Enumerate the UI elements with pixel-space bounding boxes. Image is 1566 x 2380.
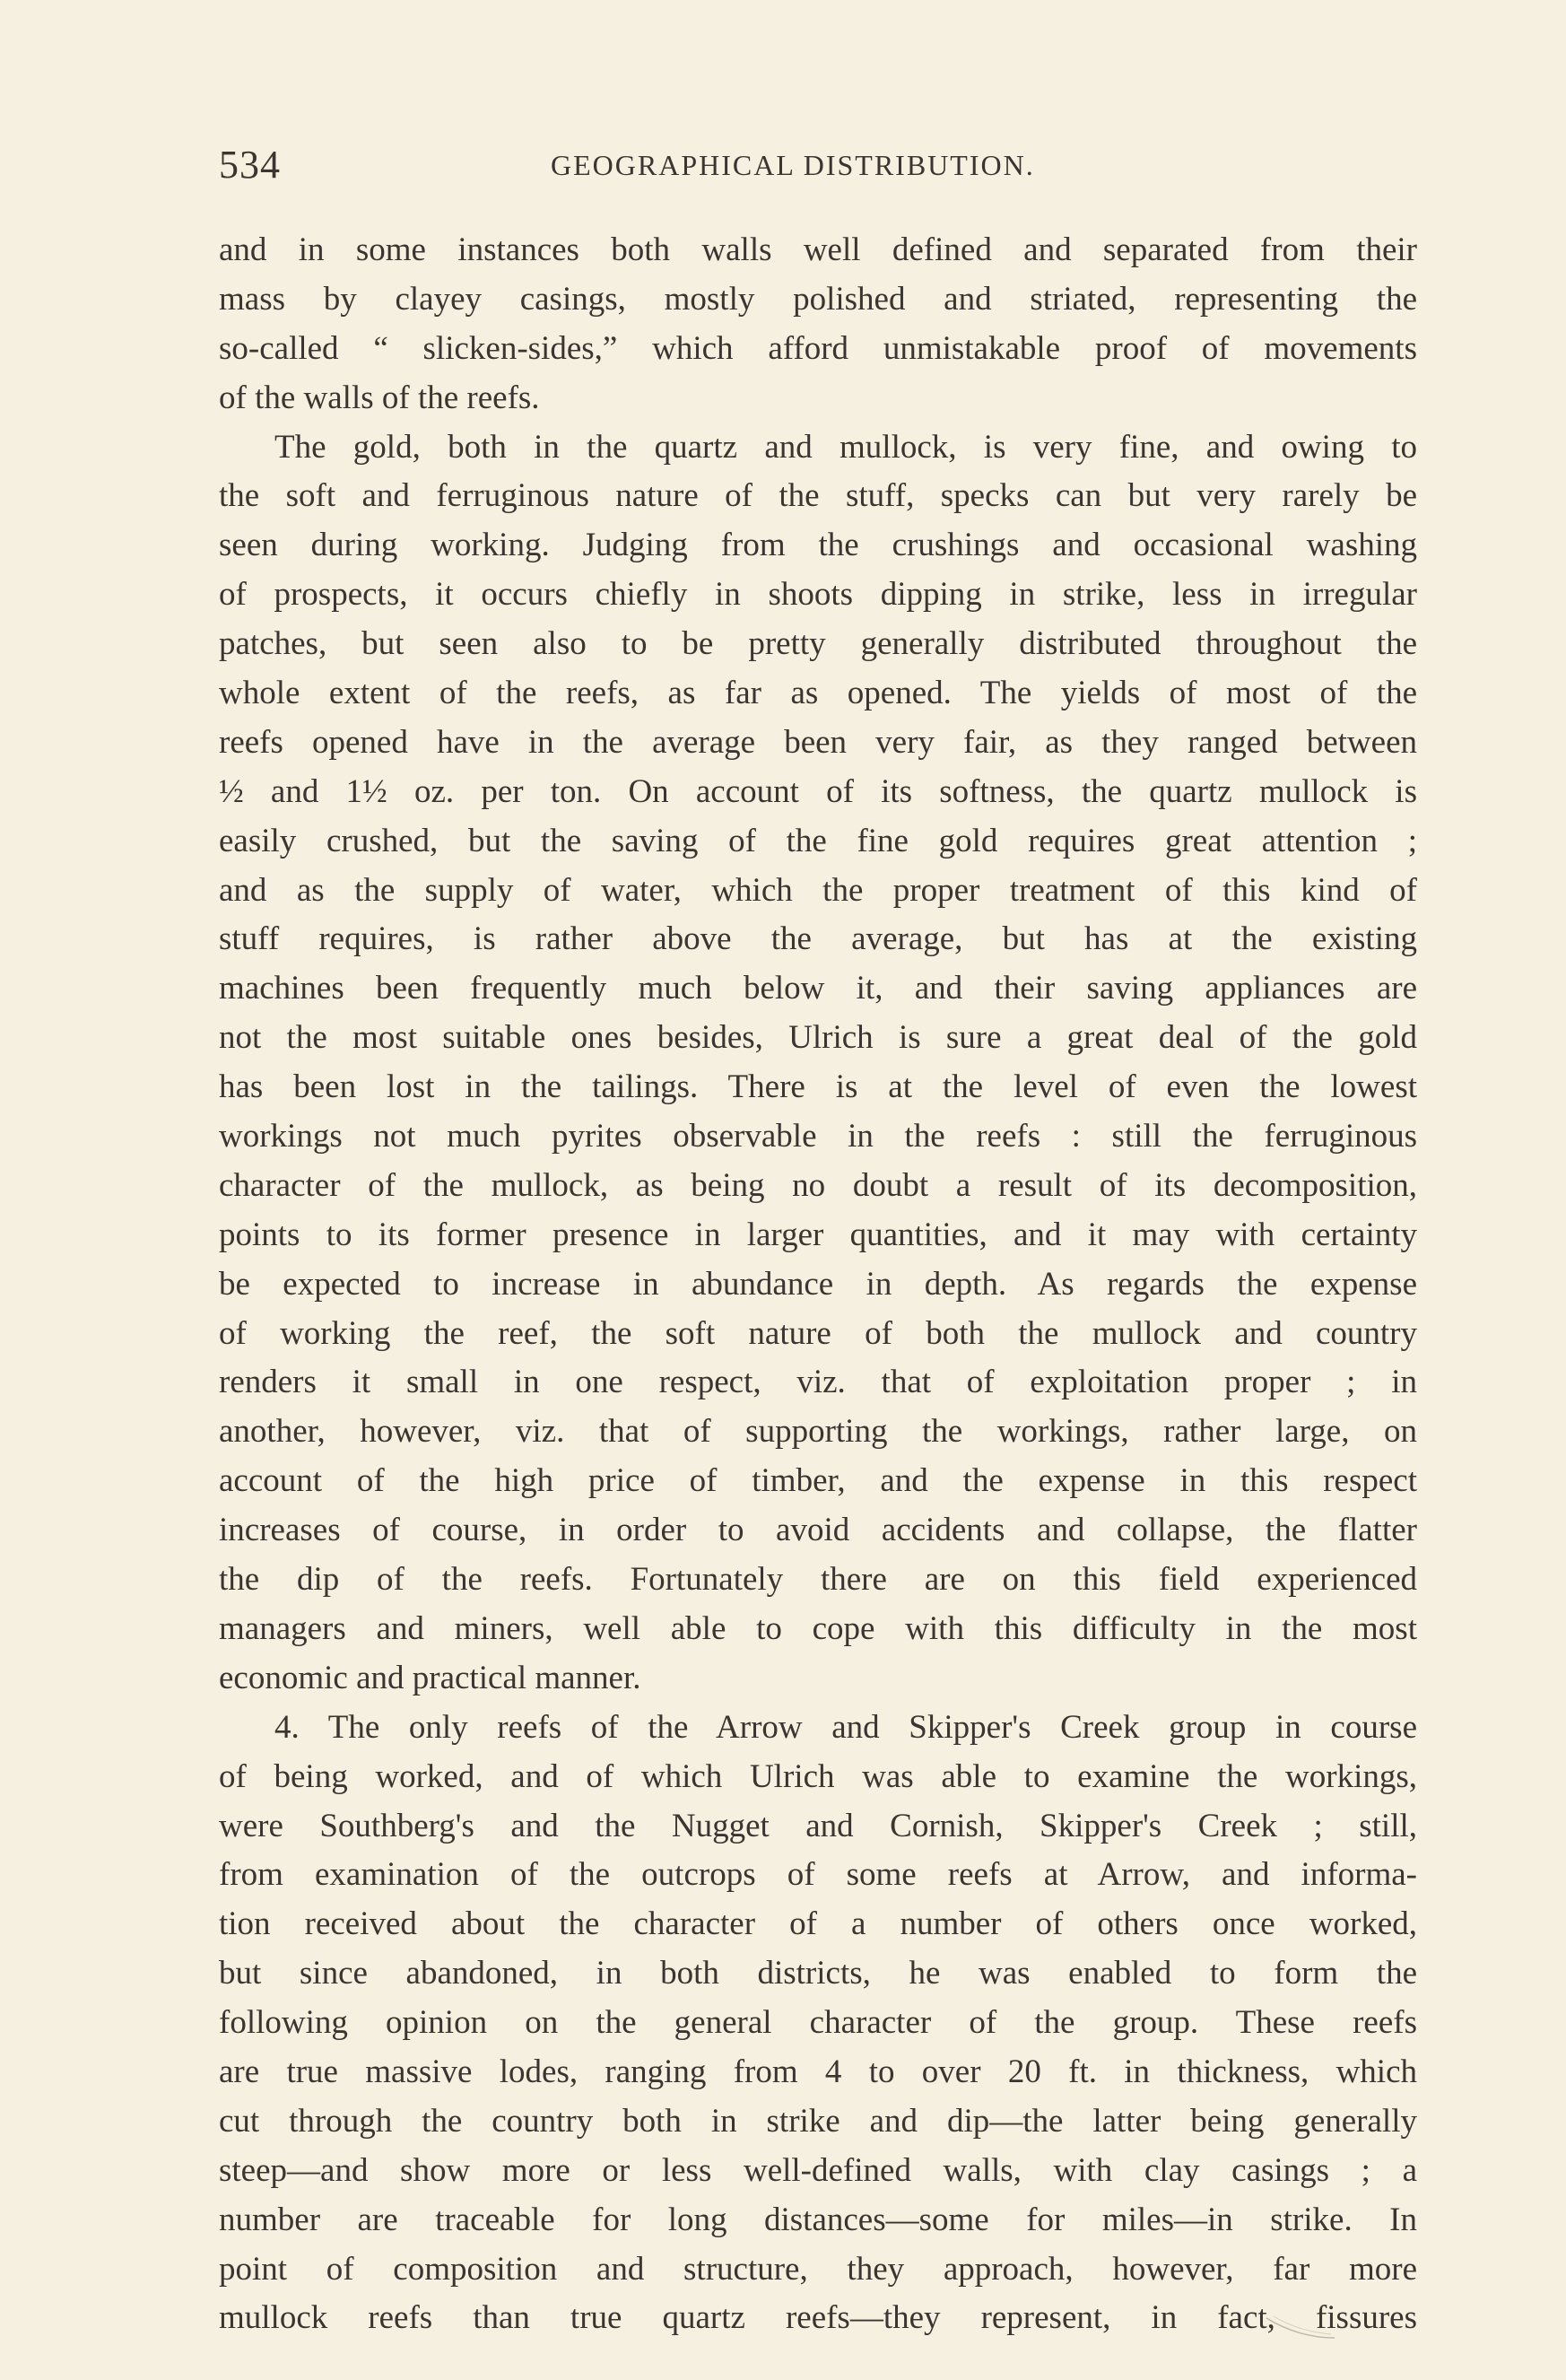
page-crease-mark <box>1265 2315 1336 2341</box>
text-line: points to its former presence in larger quantities, and it may with certainty <box>219 1216 1417 1253</box>
body-text <box>219 226 1417 2343</box>
text-line: following opinion on the general character of the group. These reefs <box>219 2004 1417 2042</box>
text-line: account of the high price of timber, and the expense in this respect <box>219 1462 1417 1500</box>
text-line: were Southberg's and the Nugget and Cornish, Skipper's Creek ; still, <box>219 1807 1417 1844</box>
text-line: ½ and 1½ oz. per ton. On account of its softness, the quartz mullock is <box>219 772 1417 810</box>
page-number: 534 <box>219 143 281 187</box>
text-line: and in some instances both walls well defined and separated from their <box>219 231 1417 268</box>
text-line: patches, but seen also to be pretty generally distributed throughout the <box>219 625 1417 663</box>
text-line: of working the reef, the soft nature of both the mullock and country <box>219 1314 1417 1352</box>
text-line: 4. The only reefs of the Arrow and Skipper's Creek group in course <box>274 1708 1417 1746</box>
running-head <box>219 142 1417 196</box>
text-line: of being worked, and of which Ulrich was able to examine the workings, <box>219 1757 1417 1795</box>
text-line: number are traceable for long distances—some for miles—in strike. In <box>219 2201 1417 2238</box>
text-line: are true massive lodes, ranging from 4 to over 20 ft. in thickness, which <box>219 2053 1417 2090</box>
text-line: managers and miners, well able to cope with this difficulty in the most <box>219 1609 1417 1647</box>
text-line: easily crushed, but the saving of the fine gold requires great attention ; <box>219 822 1417 859</box>
text-line: but since abandoned, in both districts, he was enabled to form the <box>219 1955 1417 1992</box>
text-line: economic and practical manner. <box>219 1659 641 1696</box>
text-line: from examination of the outcrops of some reefs at Arrow, and informa- <box>219 1856 1417 1894</box>
text-line: whole extent of the reefs, as far as opened. The yields of most of the <box>219 675 1417 712</box>
text-line: workings not much pyrites observable in the reefs : still the ferruginous <box>219 1118 1417 1155</box>
text-line: has been lost in the tailings. There is at the level of even the lowest <box>219 1068 1417 1106</box>
text-line: renders it small in one respect, viz. that of exploitation proper ; in <box>219 1364 1417 1401</box>
running-title: GEOGRAPHICAL DISTRIBUTION. <box>551 149 1035 181</box>
text-line: tion received about the character of a number of others once worked, <box>219 1905 1417 1943</box>
text-line: another, however, viz. that of supporting the workings, rather large, on <box>219 1413 1417 1451</box>
text-line: of the walls of the reefs. <box>219 379 540 416</box>
text-line: point of composition and structure, they approach, however, far more <box>219 2250 1417 2288</box>
text-line: The gold, both in the quartz and mullock, is very fine, and owing to <box>274 428 1417 466</box>
text-line: not the most suitable ones besides, Ulrich is sure a great deal of the gold <box>219 1019 1417 1057</box>
text-line: reefs opened have in the average been very fair, as they ranged between <box>219 723 1417 761</box>
text-line: of prospects, it occurs chiefly in shoots dipping in strike, less in irregular <box>219 576 1417 614</box>
text-line: the dip of the reefs. Fortunately there are on this field experienced <box>219 1561 1417 1599</box>
text-line: steep—and show more or less well-defined walls, with clay casings ; a <box>219 2151 1417 2189</box>
text-line: stuff requires, is rather above the average, but has at the existing <box>219 920 1417 958</box>
text-line: mullock reefs than true quartz reefs—they represent, in fact, fissures <box>219 2299 1417 2337</box>
text-line: so-called “ slicken-sides,” which afford unmistakable proof of movements <box>219 329 1417 367</box>
text-line: mass by clayey casings, mostly polished and striated, representing the <box>219 280 1417 318</box>
text-line: character of the mullock, as being no doubt a result of its decomposition, <box>219 1166 1417 1204</box>
text-line: increases of course, in order to avoid accidents and collapse, the flatter <box>219 1512 1417 1549</box>
text-line: cut through the country both in strike and dip—the latter being generally <box>219 2102 1417 2140</box>
text-line: the soft and ferruginous nature of the stuff, specks can but very rarely be <box>219 477 1417 515</box>
text-line: and as the supply of water, which the proper treatment of this kind of <box>219 871 1417 909</box>
text-line: machines been frequently much below it, and their saving appliances are <box>219 970 1417 1007</box>
text-line: seen during working. Judging from the crushings and occasional washing <box>219 527 1417 564</box>
text-line: be expected to increase in abundance in depth. As regards the expense <box>219 1265 1417 1303</box>
